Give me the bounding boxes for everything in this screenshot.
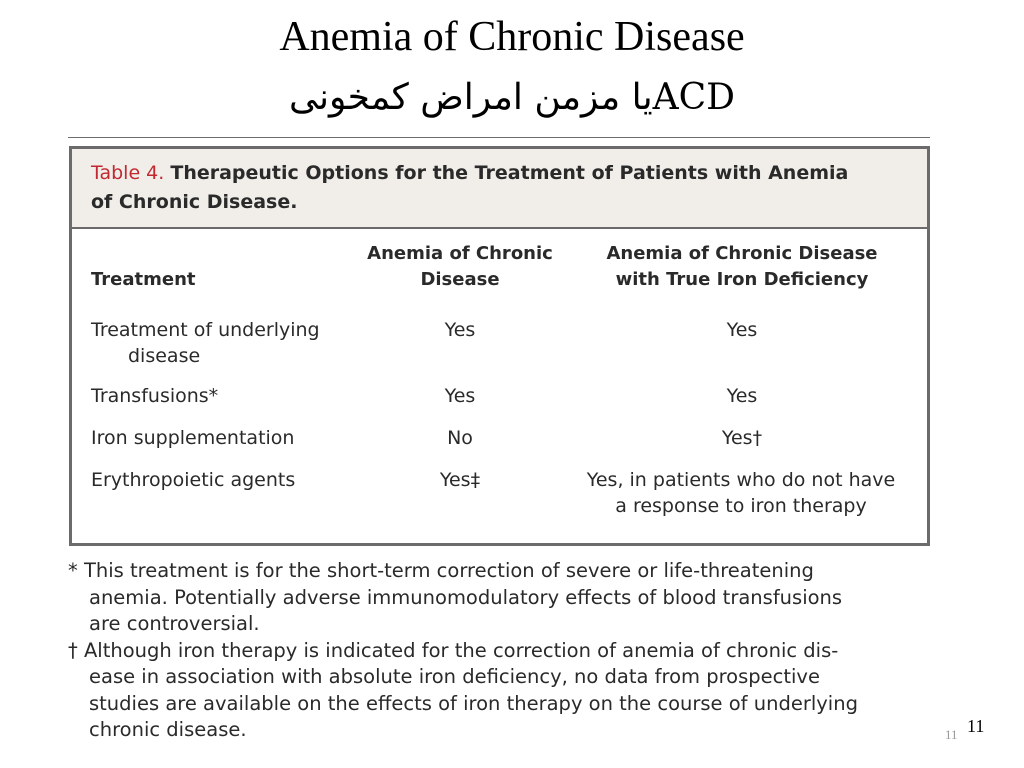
column-header-treatment xyxy=(91,267,341,293)
slide-title: Anemia of Chronic Disease xyxy=(279,14,745,60)
row-4-acd-iron-line2: a response to iron therapy xyxy=(615,495,867,517)
table-caption xyxy=(91,159,891,217)
table-caption-text-1: Therapeutic Options for the Treatment of Patients with Anemia xyxy=(170,162,849,184)
row-1-treatment-line2: disease xyxy=(128,345,201,367)
table-caption-bar xyxy=(72,149,927,229)
footnote-star-line2: anemia. Potentially adverse immunomodulatory effects of blood transfusions xyxy=(89,585,843,609)
footnote-star-line1: * This treatment is for the short-term correction of severe or life-threatening xyxy=(68,559,814,582)
row-4-acd-iron-line1: Yes, in patients who do not have xyxy=(586,469,896,491)
column-header-treatment-label: Treatment xyxy=(91,269,196,290)
table-footnotes xyxy=(68,558,938,744)
table-row-1-acd-iron: Yes xyxy=(726,319,758,341)
column-header-acd-iron xyxy=(572,241,912,293)
table-caption-text-2: of Chronic Disease. xyxy=(91,191,298,213)
table-row-4-treatment: Erythropoietic agents xyxy=(91,469,296,491)
table-row-1-acd: Yes xyxy=(444,319,476,341)
row-1-treatment-line1: Treatment of underlying xyxy=(91,319,320,341)
table-row-2-acd: Yes xyxy=(444,385,476,407)
column-header-acd xyxy=(350,241,570,293)
column-header-acd-iron-line2: with True Iron Deficiency xyxy=(615,269,869,290)
slide-subtitle xyxy=(0,75,1024,121)
page-number-small: 11 xyxy=(945,727,958,742)
therapeutic-options-table xyxy=(69,146,930,546)
footnote-dagger-line4: chronic disease. xyxy=(89,718,247,741)
table-row-1-treatment xyxy=(91,317,361,369)
title-divider xyxy=(68,137,930,138)
footnote-dagger-line1: † Although iron therapy is indicated for the correction of anemia of chronic dis- xyxy=(68,638,839,662)
footnote-dagger-line3: studies are available on the effects of iron therapy on the course of underlying xyxy=(89,691,858,715)
table-row-3-treatment: Iron supplementation xyxy=(91,427,295,449)
column-header-acd-line2: Disease xyxy=(420,269,500,290)
column-header-acd-iron-line1: Anemia of Chronic Disease xyxy=(606,243,878,264)
table-caption-label: Table 4. xyxy=(91,162,165,184)
page-number: 11 xyxy=(967,716,985,736)
subtitle-latin: ACD xyxy=(652,77,736,118)
table-row-4-acd: Yes‡ xyxy=(439,469,481,491)
table-row-2-treatment: Transfusions* xyxy=(91,385,219,407)
footnote-dagger-line2: ease in association with absolute iron deficiency, no data from prospective xyxy=(89,665,820,688)
table-row-3-acd-iron: Yes† xyxy=(721,427,763,449)
table-row-4-acd-iron xyxy=(556,467,926,519)
footnote-star-line3: are controversial. xyxy=(89,612,260,635)
table-row-2-acd-iron: Yes xyxy=(726,385,758,407)
column-header-acd-line1: Anemia of Chronic xyxy=(367,243,553,264)
table-row-3-acd: No xyxy=(447,427,473,449)
subtitle-persian: یا مزمن امراض کمخونی xyxy=(288,77,653,118)
